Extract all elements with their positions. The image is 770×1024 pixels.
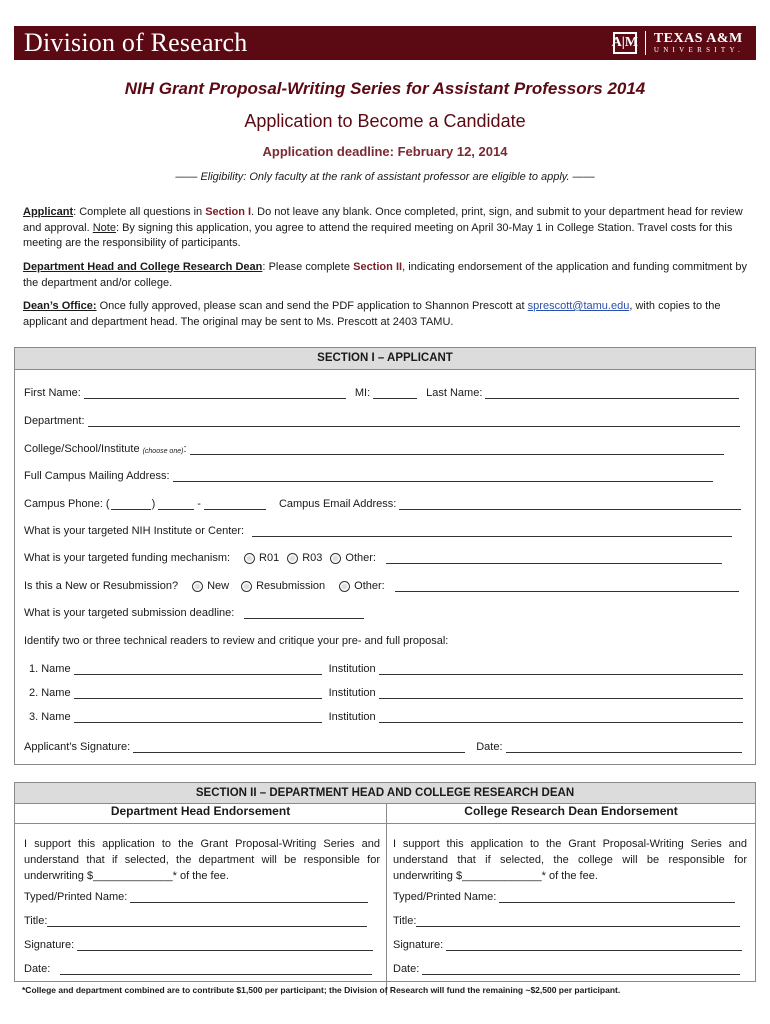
r03-radio[interactable] (287, 553, 298, 564)
dean-text-1: Once fully approved, please scan and send the PDF application to Shannon Prescott at (96, 300, 528, 312)
mech-other-label: Other: (345, 552, 376, 564)
series-title: NIH Grant Proposal-Writing Series for Assistant Professors 2014 (124, 79, 646, 98)
dean-support-statement: I support this application to the Grant Proposal-Writing Series and understand that if selected, the college will be responsible for underwriting $_____________* of the fee. (393, 838, 747, 882)
reader-row-3 (29, 711, 746, 723)
dept-support-statement: I support this application to the Grant Proposal-Writing Series and understand that if selected, the department will be responsible for underwriting $_____________* of the fee. (24, 838, 380, 882)
department-row (24, 415, 743, 427)
new-label: New (207, 580, 230, 592)
mailing-field[interactable] (173, 471, 713, 482)
deadline-field[interactable] (244, 608, 364, 619)
phone-number-field[interactable] (204, 499, 266, 510)
applicant-text-3: : By signing this application, you agree to attend the required meeting on April 30-May 1 in College Station. Travel costs for this meeting are the responsibility of participants. (23, 221, 733, 249)
phone-close: ) (151, 498, 156, 510)
dept-title-field[interactable] (47, 916, 367, 927)
dean-title-label: Title: (393, 915, 417, 927)
section2-heading: SECTION II – DEPARTMENT HEAD AND COLLEGE RESEARCH DEAN (15, 783, 755, 803)
applicant-date-field[interactable] (506, 742, 742, 753)
reader-1-name-field[interactable] (74, 664, 322, 675)
header-bar (14, 26, 756, 60)
dean-text-2: , with copies to the applicant and department head. The original may be sent to Ms. Prescott at 2403 TAMU. (23, 300, 721, 328)
r03-label: R03 (302, 552, 323, 564)
mailing-row (24, 470, 716, 482)
college-field[interactable] (190, 444, 724, 455)
applicant-instructions (23, 205, 747, 252)
logo-university: UNIVERSITY. (653, 45, 744, 54)
dept-typed-name-row (24, 891, 371, 903)
name-row (24, 387, 742, 399)
phone-area-field[interactable] (111, 499, 151, 510)
dept-signature-row (24, 939, 376, 951)
dean-endorsement-title: College Research Dean Endorsement (464, 804, 678, 818)
applicant-signature-label: Applicant’s Signature: (24, 741, 131, 753)
dept-title-label: Title: (24, 915, 48, 927)
column-divider (386, 803, 387, 995)
tamu-wordmark (654, 32, 744, 55)
applicant-signature-field[interactable] (133, 742, 465, 753)
college-hint: (choose one) (142, 448, 184, 455)
reader-3-name-label: 3. Name (29, 711, 71, 723)
phone-prefix-field[interactable] (158, 499, 194, 510)
deadline-row (24, 607, 367, 619)
dean-title-row (393, 915, 743, 927)
reader-2-name-label: 2. Name (29, 687, 71, 699)
dept-typed-name-label: Typed/Printed Name: (24, 891, 128, 903)
dean-typed-name-field[interactable] (499, 892, 735, 903)
mech-other-field[interactable] (386, 553, 722, 564)
dean-signature-label: Signature: (393, 939, 444, 951)
reader-3-institution-field[interactable] (379, 712, 743, 723)
applicant-text-2: . Do not leave any blank. Once completed, print, sign, and submit to your department head for review and approval. (23, 206, 743, 234)
new-resub-label: Is this a New or Resubmission? (24, 580, 179, 592)
r01-radio[interactable] (244, 553, 255, 564)
dept-typed-name-field[interactable] (130, 892, 368, 903)
dean-typed-name-label: Typed/Printed Name: (393, 891, 497, 903)
reader-1-institution-label: Institution (328, 663, 376, 675)
email-link[interactable]: sprescott@tamu.edu (527, 300, 630, 312)
reader-2-name-field[interactable] (74, 688, 322, 699)
dept-text-2: , indicating endorsement of the application and funding commitment by the department and/or college. (23, 261, 748, 289)
tamu-atm-icon: A|M (613, 32, 637, 54)
dean-date-row (393, 963, 743, 975)
dept-date-label: Date: (24, 963, 51, 975)
reader-row-1 (29, 663, 746, 675)
phone-dash: - (197, 498, 201, 510)
dept-date-field[interactable] (60, 964, 372, 975)
reader-1-name-label: 1. Name (29, 663, 71, 675)
department-field[interactable] (88, 416, 740, 427)
new-resub-row (24, 580, 742, 592)
dept-text-1: : Please complete (262, 261, 354, 273)
resubmission-radio[interactable] (241, 581, 252, 592)
tamu-logo (613, 30, 744, 56)
phone-label: Campus Phone: ( (24, 498, 110, 510)
new-radio[interactable] (192, 581, 203, 592)
section-applicant (14, 347, 756, 765)
first-name-field[interactable] (84, 388, 346, 399)
dean-title-field[interactable] (416, 916, 740, 927)
last-name-field[interactable] (485, 388, 739, 399)
mechanism-row (24, 552, 725, 564)
resubmission-label: Resubmission (256, 580, 326, 592)
dept-instructions (23, 260, 747, 291)
contact-row (24, 498, 744, 510)
readers-intro: Identify two or three technical readers to review and critique your pre- and full proposal: (24, 635, 449, 647)
deadline-label: What is your targeted submission deadline: (24, 607, 235, 619)
application-title: Application to Become a Candidate (244, 111, 526, 131)
applicant-date-label: Date: (476, 741, 503, 753)
dean-label: Dean’s Office: (23, 300, 97, 312)
last-name-label: Last Name: (426, 387, 483, 399)
dept-head-endorsement-title: Department Head Endorsement (110, 804, 291, 818)
email-field[interactable] (399, 499, 741, 510)
applicant-section-ref: Section I (205, 206, 252, 218)
reader-2-institution-label: Institution (328, 687, 376, 699)
nih-label: What is your targeted NIH Institute or Center: (24, 525, 245, 537)
nr-other-radio[interactable] (339, 581, 350, 592)
nih-field[interactable] (252, 526, 732, 537)
dept-date-row (24, 963, 375, 975)
college-row (24, 443, 727, 455)
eligibility-text: Eligibility: Only faculty at the rank of assistant professor are eligible to apply. (200, 171, 570, 183)
note-label: Note (92, 221, 116, 234)
dean-instructions (23, 299, 747, 330)
dept-label: Department Head and College Research Dean (23, 261, 263, 273)
logo-divider (645, 31, 646, 55)
mi-label: MI: (354, 387, 371, 399)
dean-date-label: Date: (393, 963, 420, 975)
dept-signature-field[interactable] (77, 940, 373, 951)
dean-typed-name-row (393, 891, 738, 903)
college-colon: : (183, 443, 187, 455)
signature-row (24, 741, 745, 753)
column-head-divider (15, 823, 755, 824)
email-label: Campus Email Address: (278, 498, 397, 510)
reader-3-name-field[interactable] (74, 712, 322, 723)
reader-3-institution-label: Institution (328, 711, 376, 723)
nr-other-field[interactable] (395, 581, 739, 592)
eligibility-note (0, 171, 770, 183)
applicant-label: Applicant (23, 206, 74, 218)
dean-signature-row (393, 939, 745, 951)
dept-section-ref: Section II (353, 261, 403, 273)
department-label: Department: (24, 415, 85, 427)
mailing-label: Full Campus Mailing Address: (24, 470, 170, 482)
r01-label: R01 (259, 552, 280, 564)
dept-title-row (24, 915, 370, 927)
reader-row-2 (29, 687, 746, 699)
nih-row (24, 525, 735, 537)
dash-left: —— (175, 171, 201, 183)
logo-name: TEXAS A&M (653, 30, 743, 46)
reader-1-institution-field[interactable] (379, 664, 743, 675)
dean-date-field[interactable] (422, 964, 740, 975)
mi-field[interactable] (373, 388, 417, 399)
dean-signature-field[interactable] (446, 940, 742, 951)
division-title: Division of Research (24, 28, 248, 57)
applicant-text-1: : Complete all questions in (73, 206, 206, 218)
mechanism-label: What is your targeted funding mechanism: (24, 552, 231, 564)
college-label: College/School/Institute (24, 443, 140, 455)
section1-heading: SECTION I – APPLICANT (15, 348, 755, 370)
dash-right: —— (569, 171, 595, 183)
first-name-label: First Name: (24, 387, 81, 399)
dept-signature-label: Signature: (24, 939, 75, 951)
application-deadline: Application deadline: February 12, 2014 (262, 144, 508, 159)
fee-footnote: *College and department combined are to contribute $1,500 per participant; the Division of Research will fund the remaining ~$2,500 per participant. (22, 985, 621, 995)
reader-2-institution-field[interactable] (379, 688, 743, 699)
mech-other-radio[interactable] (330, 553, 341, 564)
nr-other-label: Other: (354, 580, 385, 592)
section-endorsement (14, 782, 756, 982)
